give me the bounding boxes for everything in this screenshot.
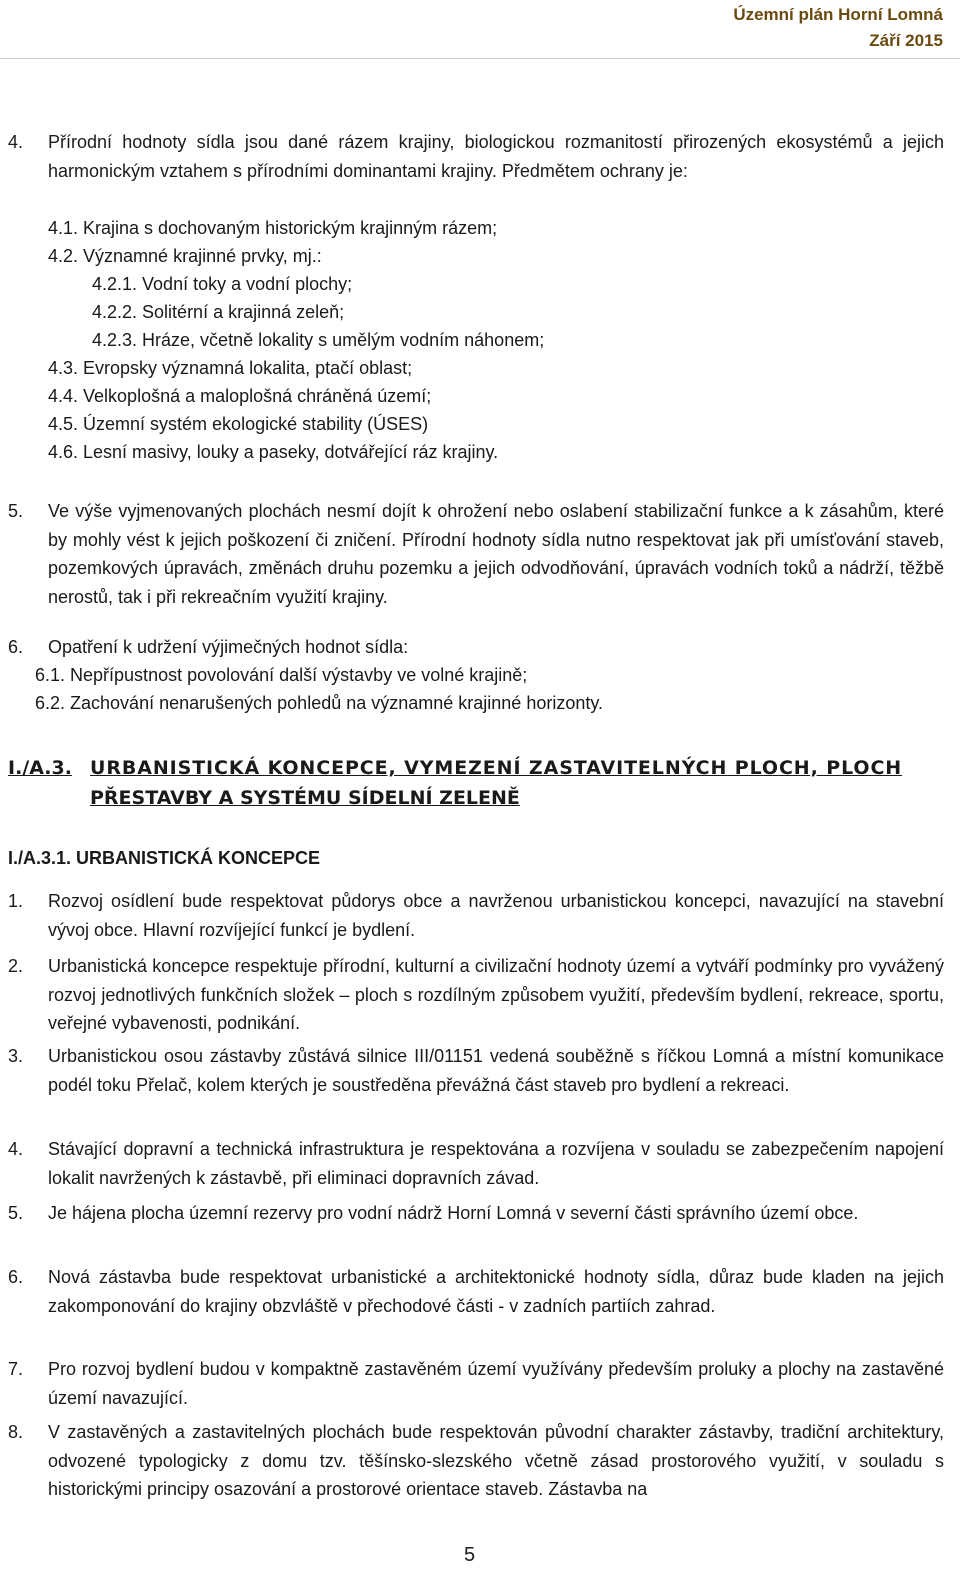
list-item-4-2-2: 4.2.2. Solitérní a krajinná zeleň; [92,302,345,322]
item-8-text: V zastavěných a zastavitelných plochách bude respektován původní charakter zástavby, tradiční architektury, odvozené typologicky z domu tzv. těšínsko-slezského včetně zásad prostorového využití, v souladu s historickými principy osazování a prostorové orientace staveb. Zástavba na [48,1422,944,1499]
section-6-number: 6. [8,637,24,657]
document-title: Územní plán Horní Lomná [733,5,943,24]
list-item-4-1: 4.1. Krajina s dochovaným historickým krajinným rázem; [48,218,498,238]
chapter-title-line-2: PŘESTAVBY A SYSTÉMU SÍDELNÍ ZELENĚ [90,787,520,809]
page-header [733,2,943,54]
list-item-4-4: 4.4. Velkoplošná a maloplošná chráněná území; [48,386,432,406]
item-4-text: Stávající dopravní a technická infrastruktura je respektována a rozvíjena v souladu se zabezpečením napojení lokalit navržených k zástavbě, při eliminaci dopravních závad. [48,1139,944,1188]
item-8-number: 8. [8,1422,24,1442]
list-item-4-5: 4.5. Územní systém ekologické stability (ÚSES) [48,414,429,434]
item-5-text: Je hájena plocha územní rezervy pro vodní nádrž Horní Lomná v severní části správního území obce. [48,1203,859,1223]
list-item-6-2: 6.2. Zachování nenarušených pohledů na významné krajinné horizonty. [35,693,604,713]
list-item-6-1: 6.1. Nepřípustnost povolování další výstavby ve volné krajině; [35,665,528,685]
header-divider [0,58,960,59]
item-1-number: 1. [8,891,24,911]
list-item-4-6: 4.6. Lesní masivy, louky a paseky, dotvářející ráz krajiny. [48,442,499,462]
item-3-number: 3. [8,1046,24,1066]
item-7-text: Pro rozvoj bydlení budou v kompaktně zastavěném území využívány především proluky a plochy na zastavěné území navazující. [48,1359,944,1408]
item-6-text: Nová zástavba bude respektovat urbanistické a architektonické hodnoty sídla, důraz bude kladen na jejich zakomponování do krajiny obzvláště v přechodové části - v zadních partiích zahrad. [48,1267,944,1316]
section-4-number: 4. [8,132,24,152]
item-1-text: Rozvoj osídlení bude respektovat půdorys obce a navrženou urbanistickou koncepci, navazující na stavební vývoj obce. Hlavní rozvíjející funkcí je bydlení. [48,891,944,940]
item-4-number: 4. [8,1139,24,1159]
section-6-text: Opatření k udržení výjimečných hodnot sídla: [48,637,409,657]
item-2-text: Urbanistická koncepce respektuje přírodní, kulturní a civilizační hodnoty území a vytváří podmínky pro vyvážený rozvoj jednotlivých funkčních složek – ploch s rozdílným způsobem využití, především bydlení, rekreace, sportu, veřejné vybavenosti, podnikání. [48,956,944,1033]
list-item-4-2-3: 4.2.3. Hráze, včetně lokality s umělým vodním náhonem; [92,330,545,350]
subchapter-title: I./A.3.1. URBANISTICKÁ KONCEPCE [8,848,321,868]
section-5-text: Ve výše vyjmenovaných plochách nesmí dojít k ohrožení nebo oslabení stabilizační funkce a k zásahům, které by mohly vést k jejich poškození či zničení. Přírodní hodnoty sídla nutno respektovat jak při umísťování staveb, pozemkových úpravách, změnách druhu pozemku a jejich odvodňování, úpravách vodních toků a nádrží, těžbě nerostů, tak i při rekreačním využití krajiny. [48,501,944,607]
chapter-code: I./A.3. [8,757,72,779]
chapter-title-line-1: URBANISTICKÁ KONCEPCE, VYMEZENÍ ZASTAVITELNÝCH PLOCH, PLOCH [90,757,903,779]
item-2-number: 2. [8,956,24,976]
list-item-4-2: 4.2. Významné krajinné prvky, mj.: [48,246,322,266]
document-date: Září 2015 [869,31,943,50]
section-5-number: 5. [8,501,24,521]
list-item-4-3: 4.3. Evropsky významná lokalita, ptačí oblast; [48,358,413,378]
item-3-text: Urbanistickou osou zástavby zůstává silnice III/01151 vedená souběžně s říčkou Lomná a místní komunikace podél toku Přelač, kolem kterých je soustředěna převážná část staveb pro bydlení a rekreaci. [48,1046,944,1095]
item-5-number: 5. [8,1203,24,1223]
list-item-4-2-1: 4.2.1. Vodní toky a vodní plochy; [92,274,353,294]
item-6-number: 6. [8,1267,24,1287]
item-7-number: 7. [8,1359,24,1379]
section-4-text: Přírodní hodnoty sídla jsou dané rázem krajiny, biologickou rozmanitostí přirozených ekosystémů a jejich harmonickým vztahem s přírodními dominantami krajiny. Předmětem ochrany je: [48,132,944,181]
page-number: 5 [464,1544,476,1566]
